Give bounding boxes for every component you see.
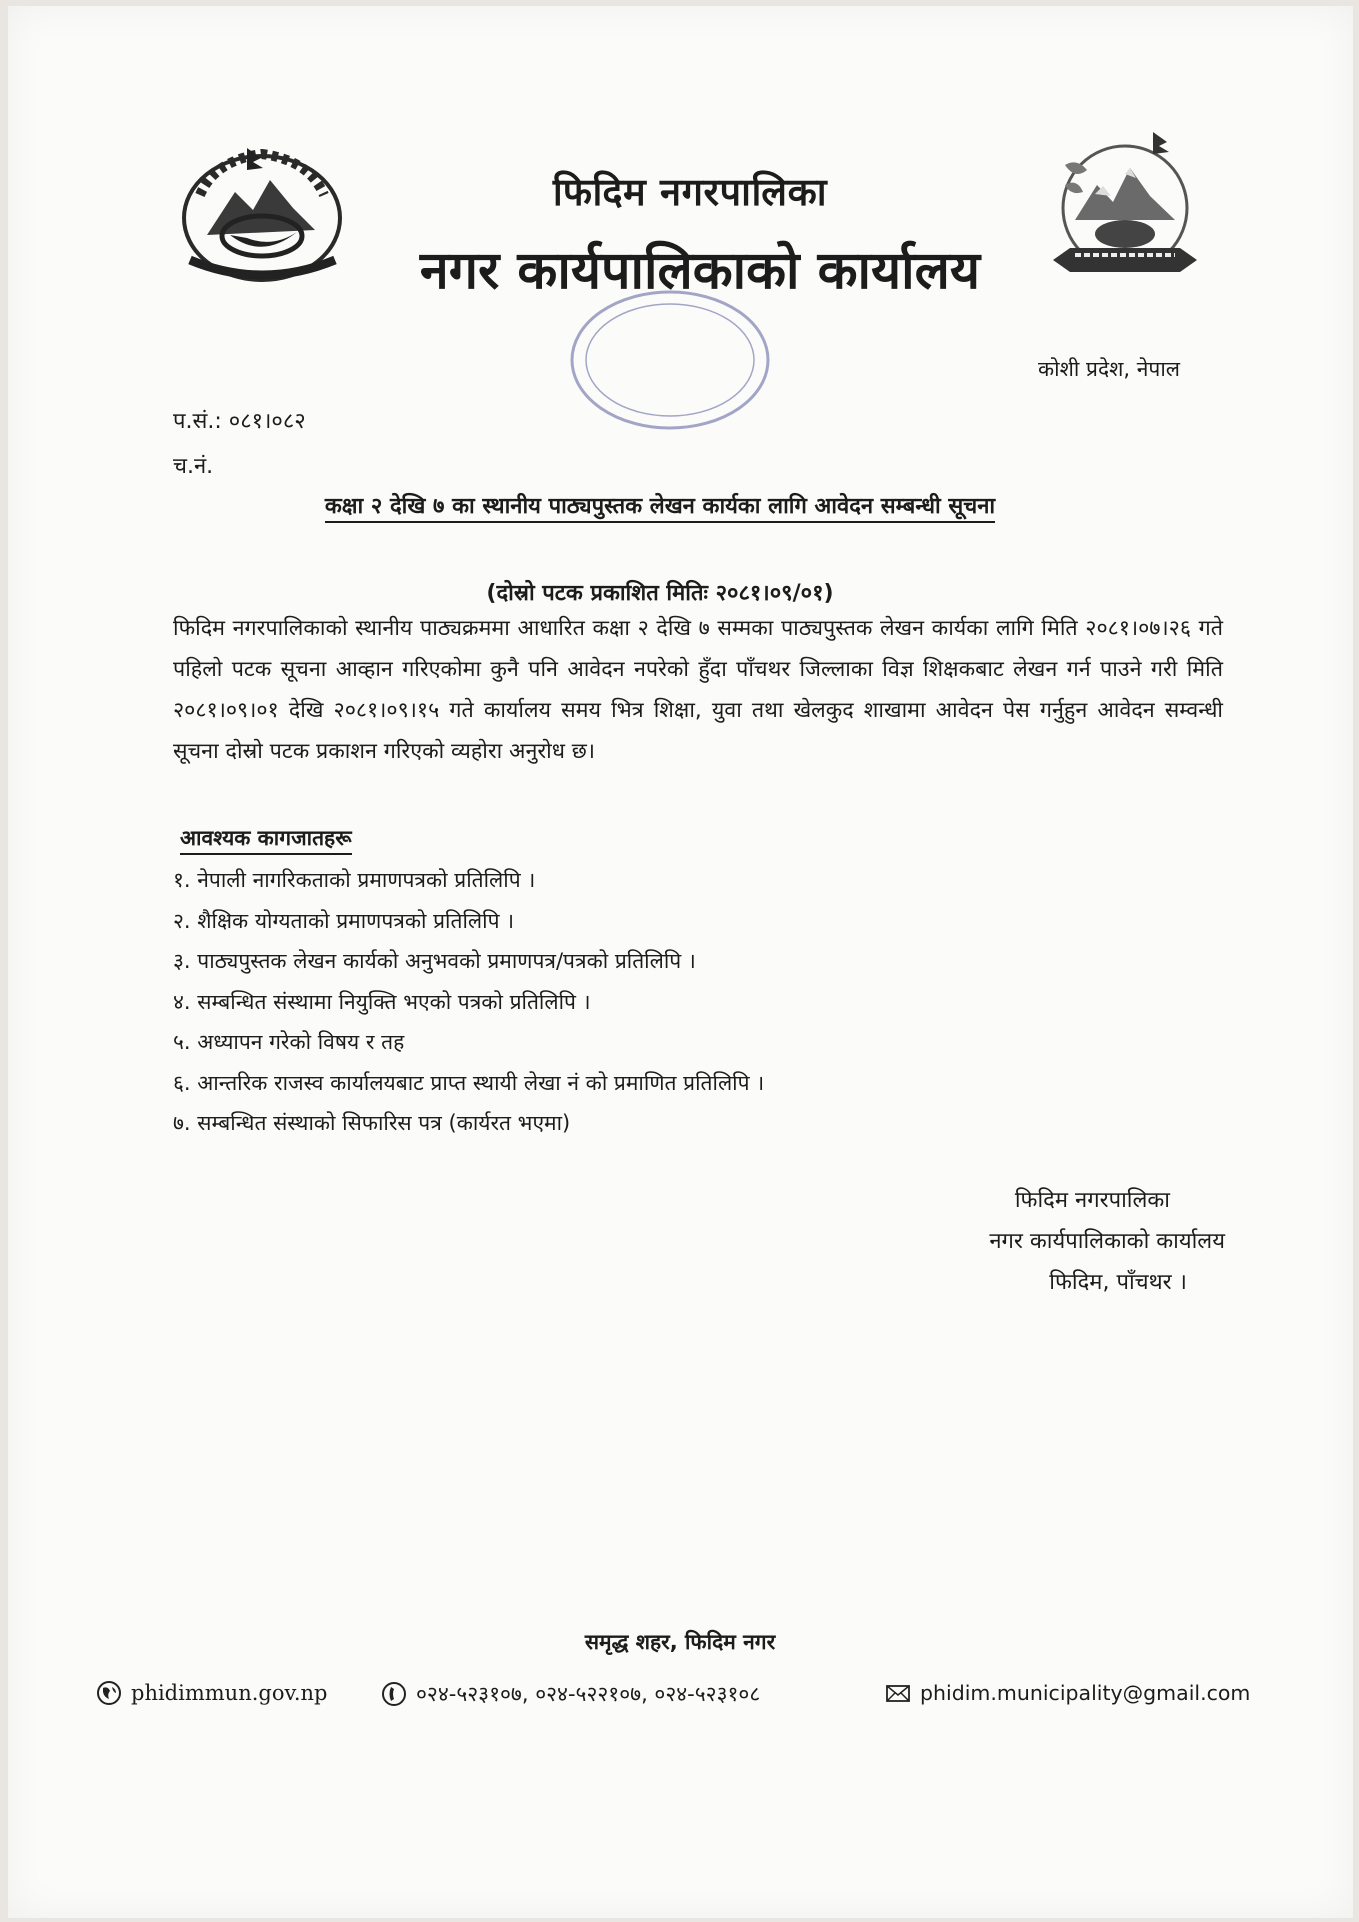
list-item: ४. सम्बन्धित संस्थामा नियुक्ति भएको पत्रको प्रतिलिपि । xyxy=(173,989,591,1014)
notice-subject xyxy=(160,490,1160,520)
signature-office: नगर कार्यपालिकाको कार्यालय xyxy=(989,1229,1225,1254)
required-documents-list xyxy=(173,860,1173,1144)
municipality-name: फिदिम नगरपालिका xyxy=(552,170,828,214)
list-item: ६. आन्तरिक राजस्व कार्यालयबाट प्राप्त स्थायी लेखा नं को प्रमाणित प्रतिलिपि । xyxy=(173,1070,765,1095)
list-item: ७. सम्बन्धित संस्थाको सिफारिस पत्र (कार्यरत भएमा) xyxy=(173,1111,571,1135)
list-item: २. शैक्षिक योग्यताको प्रमाणपत्रको प्रतिलिपि । xyxy=(173,908,515,933)
province-label: कोशी प्रदेश, नेपाल xyxy=(1038,357,1180,381)
phone-numbers: ०२४-५२३१०७, ०२४-५२२१०७, ०२४-५२३१०८ xyxy=(416,1682,761,1706)
envelope-icon xyxy=(885,1680,911,1706)
phone-icon xyxy=(381,1681,407,1707)
list-item: ३. पाठ्यपुस्तक लेखन कार्यको अनुभवको प्रमाणपत्र/पत्रको प्रतिलिपि । xyxy=(173,949,696,973)
office-stamp xyxy=(565,285,775,435)
office-name: नगर कार्यपालिकाको कार्यालय xyxy=(419,241,981,301)
list-item: १. नेपाली नागरिकताको प्रमाणपत्रको प्रतिलिपि । xyxy=(173,868,536,892)
signature-location: फिदिम, पाँचथर । xyxy=(1049,1270,1187,1295)
footer-website[interactable] xyxy=(96,1680,328,1706)
phidim-municipality-logo-icon xyxy=(1035,130,1210,290)
website-url[interactable]: phidimmun.gov.np xyxy=(131,1681,328,1705)
required-documents-heading: आवश्यक कागजातहरू xyxy=(180,824,352,855)
signature-block xyxy=(905,1180,1225,1303)
notice-body: फिदिम नगरपालिकाको स्थानीय पाठ्यक्रममा आधारित कक्षा २ देखि ७ सम्मका पाठ्यपुस्तक लेखन कार्यका लागि मिति २०८१।०७।२६ गते पहिलो पटक सूचना आव्हान गरिएकोमा कुनै पनि आवेदन नपरेको हुँदा पाँचथर जिल्लाका विज्ञ शिक्षकबाट लेखन गर्न पाउने गरी मिति २०८१।०९।०१ देखि २०८१।०९।१५ गते कार्यालय समय भित्र शिक्षा, युवा तथा खेलकुद शाखामा आवेदन पेस गर्नुहुन आवेदन सम्वन्धी सूचना दोस्रो पटक प्रकाशन गरिएको व्यहोरा अनुरोध छ। xyxy=(173,616,1223,764)
nepal-government-emblem-icon xyxy=(175,140,350,290)
dispatch-number: च.नं. xyxy=(173,454,214,479)
email-address[interactable]: phidim.municipality@gmail.com xyxy=(920,1681,1251,1705)
list-item: ५. अध्यापन गरेको विषय र तह xyxy=(173,1030,405,1054)
notice-subject-text: कक्षा २ देखि ७ का स्थानीय पाठ्यपुस्तक लेखन कार्यका लागि आवेदन सम्बन्धी सूचना xyxy=(325,494,995,523)
footer-phone xyxy=(381,1680,760,1708)
globe-icon xyxy=(96,1680,122,1706)
footer-slogan: समृद्ध शहर, फिदिम नगर xyxy=(584,1630,776,1654)
footer-email[interactable] xyxy=(885,1680,1250,1706)
reference-number: प.सं.: ०८१।०८२ xyxy=(173,409,306,434)
signature-municipality: फिदिम नगरपालिका xyxy=(1014,1188,1170,1213)
republished-date: (दोस्रो पटक प्रकाशित मितिः २०८१।०९/०१) xyxy=(486,581,834,606)
